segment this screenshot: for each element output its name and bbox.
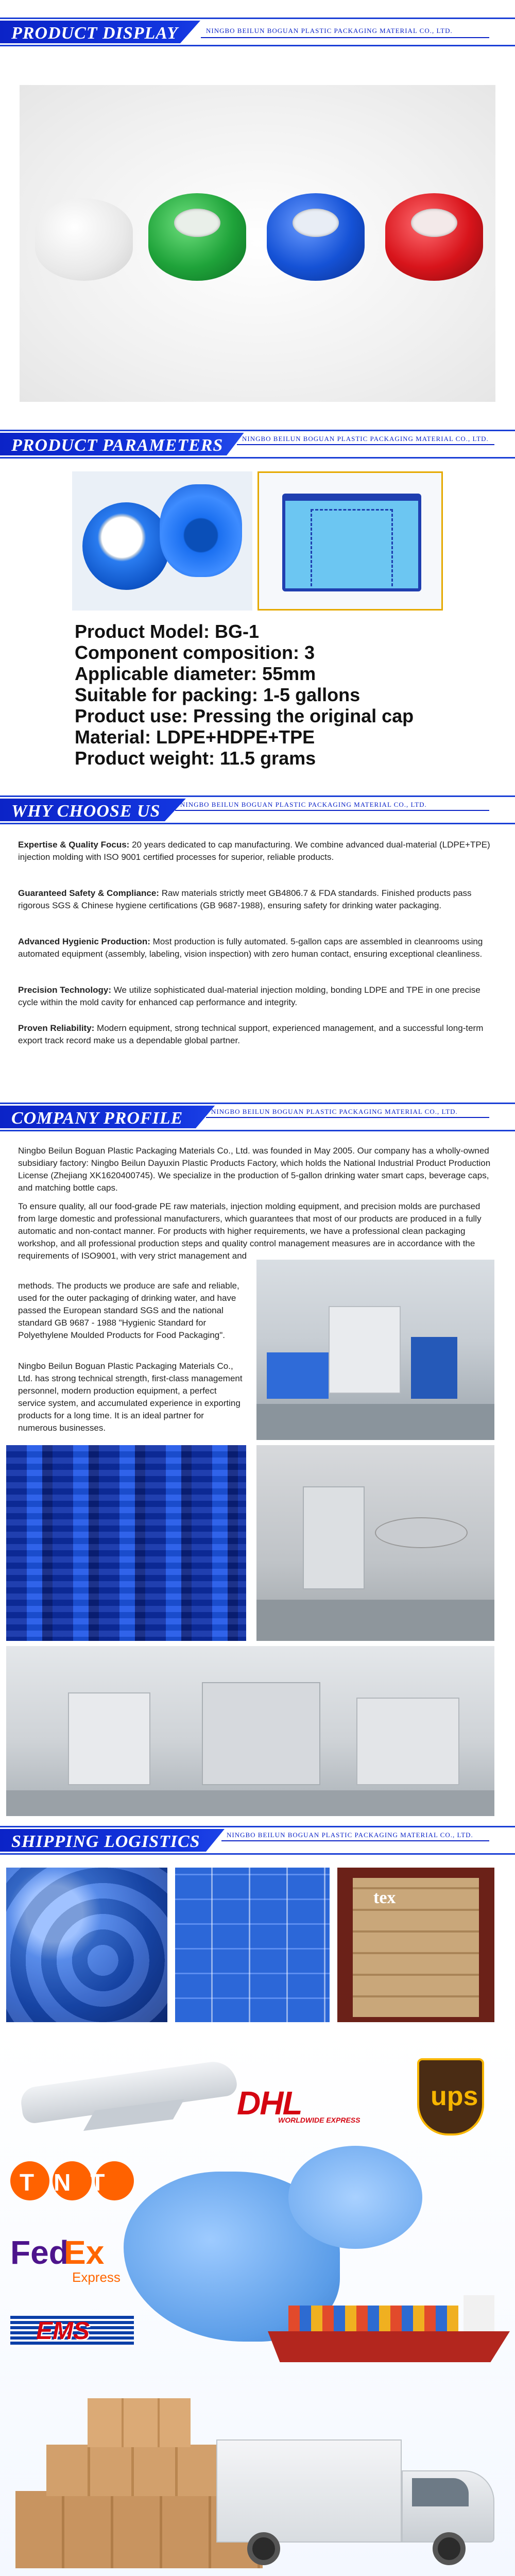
logistics-collage [0, 2027, 515, 2576]
cap-angle-photo [72, 471, 252, 611]
red-cap [385, 193, 483, 281]
ems-logo: EMS [10, 2316, 134, 2347]
why-item: Proven Reliability: Modern equipment, strong technical support, experienced management, and a successful long-term export track record make us a dependable global partner. [18, 1023, 484, 1045]
delivery-truck [216, 2434, 505, 2568]
section-title: WHY CHOOSE US [11, 802, 161, 821]
param-components: Component composition: 3 [75, 642, 315, 663]
profile-paragraph: Ningbo Beilun Boguan Plastic Packaging Materials Co., Ltd. has strong technical strength, first-class management personnel, modern production equipment, a perfect service system, and accumulated experience in exporting products for a long time. It is an ideal partner for numerous businesses. [18, 1361, 243, 1433]
cleanroom-photo [6, 1646, 494, 1816]
param-use: Product use: Pressing the original cap [75, 705, 414, 726]
section-title: COMPANY PROFILE [11, 1109, 183, 1128]
product-display-banner [0, 15, 515, 48]
shipping-logistics-banner [0, 1824, 515, 1857]
ups-logo: ups [417, 2058, 484, 2136]
pallet-boxes-photo [175, 1868, 330, 2022]
company-name: NINGBO BEILUN BOGUAN PLASTIC PACKAGING MATERIAL CO., LTD. [211, 1108, 458, 1115]
why-item: Advanced Hygienic Production: Most production is fully automated. 5-gallon caps are assembled in cleanrooms using automated equipment (assembly, labeling, vision inspection) with zero human contact, ensuring exceptional cleanliness. [18, 937, 483, 959]
section-title: SHIPPING LOGISTICS [11, 1832, 200, 1851]
section-title: PRODUCT DISPLAY [11, 24, 178, 43]
profile-paragraph: methods. The products we produce are safe and reliable, used for the outer packaging of drinking water, and have passed the European standard SGS and the national standard GB 9687 - 1988 "Hygienic Standard for Polyethylene Moulded Products for Food Packaging". [18, 1281, 239, 1340]
assembly-line-photo [256, 1445, 494, 1641]
cargo-ship [268, 2295, 510, 2367]
container-loading-photo [337, 1868, 494, 2022]
white-cap [35, 198, 133, 281]
cap-cross-section-diagram [258, 471, 443, 611]
param-material: Material: LDPE+HDPE+TPE [75, 726, 315, 748]
fedex-logo: Fed Ex Express [10, 2234, 121, 2285]
packed-caps-photo [6, 1868, 167, 2022]
company-profile-banner [0, 1100, 515, 1133]
green-cap [148, 193, 246, 281]
profile-paragraph: Ningbo Beilun Boguan Plastic Packaging Materials Co., Ltd. was founded in May 2005. Our company has a wholly-owned subsidiary factory: Ningbo Beilun Dayuxin Plastic Products Factory, which holds the National Industrial Product Production License (Zhejiang XK1620400745). We specialize in the production of 5-gallon drinking water smart caps, beverage caps, and matching bottle caps. [18, 1146, 491, 1193]
tnt-logo: TNT [10, 2161, 139, 2202]
factory-machine-photo [256, 1260, 494, 1440]
why-item: Precision Technology: We utilize sophisticated dual-material injection molding, bonding LDPE and TPE in one precise cycle within the mold cavity for enhanced cap performance and integrity. [18, 985, 480, 1007]
param-model: Product Model: BG-1 [75, 621, 259, 642]
why-choose-us-banner [0, 793, 515, 826]
company-name: NINGBO BEILUN BOGUAN PLASTIC PACKAGING MATERIAL CO., LTD. [227, 1831, 473, 1839]
param-packing: Suitable for packing: 1-5 gallons [75, 684, 360, 705]
why-item: Guaranteed Safety & Compliance: Raw materials strictly meet GB4806.7 & FDA standards. Finished products pass rigorous SGS & Chinese hygiene certifications (GB 9687-1988), ensuring safety for drinking water packaging. [18, 888, 472, 910]
product-parameters-banner [0, 428, 515, 461]
section-title: PRODUCT PARAMETERS [11, 436, 224, 455]
why-item: Expertise & Quality Focus: 20 years dedicated to cap manufacturing. We combine advanced dual-material (LDPE+TPE) injection molding with ISO 9001 certified processes for superior, reliable products. [18, 840, 490, 862]
company-name: NINGBO BEILUN BOGUAN PLASTIC PACKAGING MATERIAL CO., LTD. [180, 801, 427, 808]
product-display-photo [20, 85, 495, 402]
company-name: NINGBO BEILUN BOGUAN PLASTIC PACKAGING MATERIAL CO., LTD. [242, 435, 489, 443]
blue-cap [267, 193, 365, 281]
tex-box-label: tex [373, 1888, 396, 1907]
param-weight: Product weight: 11.5 grams [75, 748, 316, 769]
blue-caps-closeup-photo [6, 1445, 246, 1641]
param-diameter: Applicable diameter: 55mm [75, 663, 316, 684]
company-name: NINGBO BEILUN BOGUAN PLASTIC PACKAGING MATERIAL CO., LTD. [206, 27, 453, 35]
profile-paragraph: To ensure quality, all our food-grade PE raw materials, injection molding equipment, and precision molds are purchased from large domestic and professional manufacturers, which guarantees that most of our products are produced in a fully automatic and non-contact manner. For products with higher requirements, we have a professional clean packaging workshop, and all professional production steps and quality control management measures are in accordance with the requirements of ISO9001, with very strict management and [18, 1201, 482, 1261]
dhl-logo: DHL WORLDWIDE EXPRESS [237, 2084, 360, 2124]
